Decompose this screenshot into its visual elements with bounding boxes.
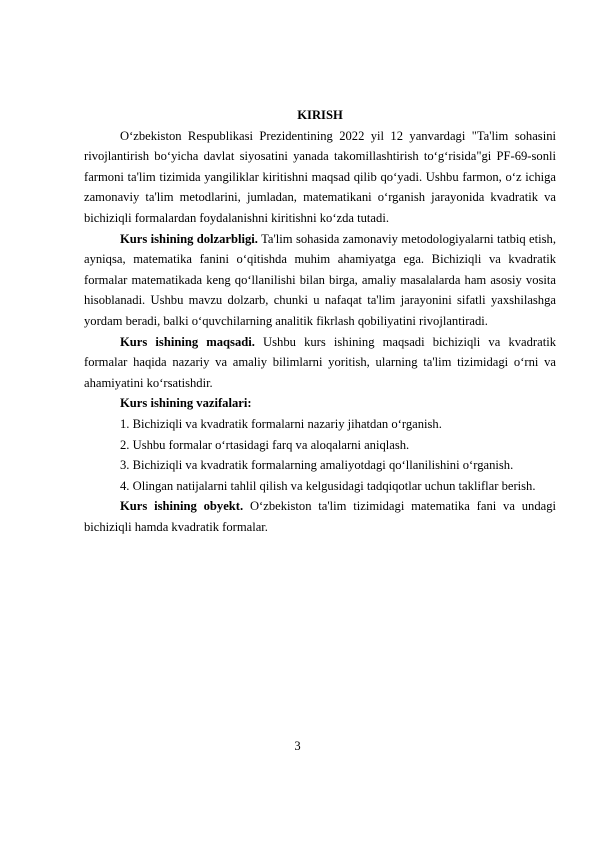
relevance-label: Kurs ishining dolzarbligi. (120, 231, 258, 246)
relevance-paragraph (84, 229, 556, 332)
task-item-2: 2. Ushbu formalar o‘rtasidagi farq va aloqalarni aniqlash. (120, 437, 410, 452)
task-item-3: 3. Bichiziqli va kvadratik formalarning amaliyotdagi qo‘llanilishini o‘rganish. (120, 458, 514, 473)
relevance-text: Ta'lim sohasida zamonaviy metodologiyalarni tatbiq etish, ayniqsa, matematika fanini o‘qitishda muhim ahamiyatga ega. Bichiziqli va kvadratik formalar matematikada keng qo‘llanilishi bilan birga, amaliy masalalarda ham asosiy vosita hisoblanadi. Ushbu mavzu dolzarb, chunki u nafaqat ta'lim jarayonini sifatli yaxshilashga yordam beradi, balki o‘quvchilarning analitik fikrlash qobiliyatini rivojlantiradi. (84, 231, 556, 328)
task-item-4: 4. Olingan natijalarni tahlil qilish va kelgusidagi tadqiqotlar uchun takliflar berish. (120, 478, 536, 493)
goal-label: Kurs ishining maqsadi. (120, 334, 255, 349)
goal-paragraph (84, 332, 556, 394)
section-title: KIRISH (297, 108, 343, 122)
document-body (84, 105, 556, 537)
intro-paragraph: O‘zbekiston Respublikasi Prezidentining 2022 yil 12 yanvardagi "Ta'lim sohasini rivojlantirish bo‘yicha davlat siyosatini yanada takomillashtirish to‘g‘risida"gi PF-69-sonli farmoni ta'lim tizimida yangiliklar kiritishni maqsad qilib qo‘yadi. Ushbu farmon, o‘z ichiga zamonaviy ta'lim metodlarini, jumladan, matematikani o‘rganish jarayonida kvadratik va bichiziqli formalardan foydalanishni kiritishni ko‘zda tutadi. (84, 128, 556, 225)
object-label: Kurs ishining obyekt. (120, 499, 244, 514)
object-text: O‘zbekiston ta'lim tizimidagi matematika fani va undagi bichiziqli hamda kvadratik formalar. (84, 499, 557, 534)
task-item-1: 1. Bichiziqli va kvadratik formalarni nazariy jihatdan o‘rganish. (120, 416, 442, 431)
object-paragraph (84, 496, 556, 537)
page-number: 3 (294, 739, 301, 753)
goal-text: Ushbu kurs ishining maqsadi bichiziqli va kvadratik formalar haqida nazariy va amaliy bilimlarni yoritish, ularning ta'lim tizimidagi o‘rni va ahamiyatini ko‘rsatishdir. (84, 334, 557, 390)
tasks-heading (84, 393, 556, 414)
tasks-label: Kurs ishining vazifalari: (120, 396, 252, 411)
